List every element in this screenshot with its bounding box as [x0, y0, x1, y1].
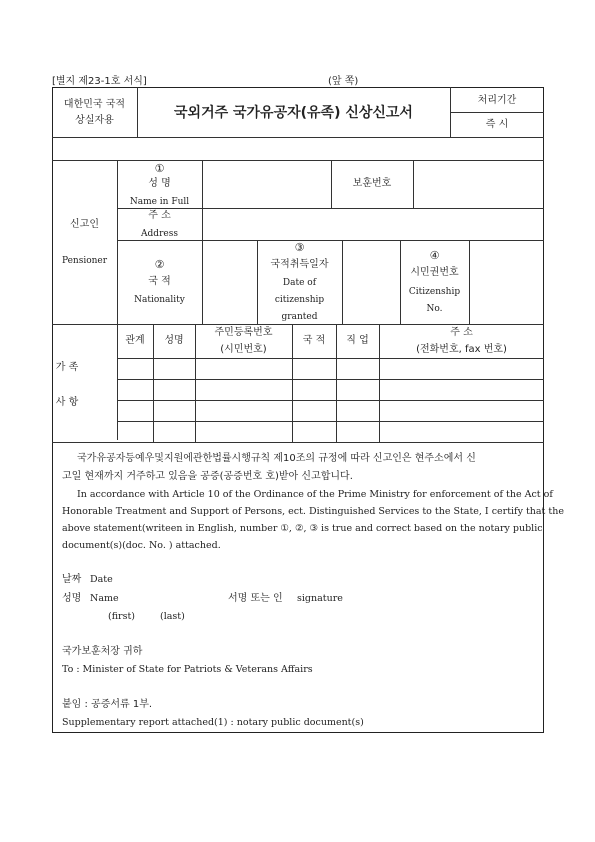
col-name: 성명	[164, 335, 184, 346]
col-occupation: 직 업	[346, 335, 369, 346]
title-row-divider	[52, 137, 544, 138]
addressee-ko: 국가보훈처장 귀하	[62, 646, 143, 657]
sign-label-en: signature	[297, 593, 343, 604]
family-col-divider-2	[195, 324, 196, 442]
processing-value: 즉 시	[485, 119, 509, 130]
sign-label-ko: 서명 또는 인	[228, 593, 283, 604]
family-label-2: 사 항	[55, 397, 79, 408]
first-name-label: (first)	[108, 611, 135, 622]
statement-ko-line2: 고일 현재까지 거주하고 있음을 공증(공증번호 호)받아 신고합니다.	[62, 471, 353, 482]
nat-label-divider	[202, 240, 203, 324]
name-sign-label-ko: 성명	[62, 593, 82, 604]
family-header-divider	[117, 358, 544, 359]
col-nationality: 국 적	[302, 335, 326, 346]
attachment-ko: 붙임 : 공증서류 1부.	[62, 699, 153, 710]
nationality-number: ②	[154, 258, 165, 271]
family-label-1: 가 족	[55, 362, 79, 373]
acq-label-divider	[342, 240, 343, 324]
col-relation: 관계	[125, 335, 145, 346]
name-label-ko: 성 명	[148, 178, 171, 189]
col-id-2: (시민번호)	[220, 344, 267, 355]
citizenship-label-ko: 시민권번호	[410, 267, 459, 278]
statement-en-line2: Honorable Treatment and Support of Persons, ect. Distinguished Services to the State, I certify that the	[62, 506, 564, 517]
pensioner-label-ko: 신고인	[70, 219, 99, 230]
name-label-divider	[202, 160, 203, 240]
col-address-2: (전화번호, fax 번호)	[416, 344, 507, 355]
attachment-en: Supplementary report attached(1) : notary public document(s)	[62, 717, 364, 728]
family-row-divider-1	[117, 379, 544, 380]
name-number: ①	[154, 162, 165, 175]
pensioner-bottom-divider	[52, 324, 544, 325]
usage-line1: 대한민국 국적	[63, 99, 126, 110]
acquisition-label-en2: citizenship	[274, 295, 325, 305]
statement-en-line3: above statement(writeen in English, number ①, ②, ③ is true and correct based on the notary public	[62, 523, 543, 534]
processing-label: 처리기간	[477, 95, 517, 106]
addressee-en: To : Minister of State for Patriots & Veterans Affairs	[62, 664, 313, 675]
acquisition-label-ko: 국적취득일자	[270, 259, 329, 270]
citizenship-label-en1: Citizenship	[408, 287, 461, 297]
family-col-divider-5	[379, 324, 380, 442]
cit-label-divider	[469, 240, 470, 324]
date-label-en: Date	[90, 574, 113, 585]
address-label-ko: 주 소	[148, 210, 171, 221]
family-row-divider-2	[117, 400, 544, 401]
col-id-1: 주민등록번호	[214, 327, 273, 338]
form-title: 국외거주 국가유공자(유족) 신상신고서	[174, 105, 413, 121]
usage-line2: 상실자용	[75, 115, 114, 126]
pensioner-label-en: Pensioner	[61, 256, 108, 266]
family-row-divider-3	[117, 421, 544, 422]
statement-en-line1: In accordance with Article 10 of the Ordinance of the Prime Ministry for enforcement of the Act of	[77, 489, 553, 500]
col-address-1: 주 소	[450, 327, 473, 338]
citizenship-number: ④	[429, 249, 440, 262]
acquisition-label-en1: Date of	[282, 278, 317, 288]
address-label-en: Address	[141, 229, 178, 239]
page-side: (앞 쪽)	[328, 76, 359, 87]
bohun-label-divider	[413, 160, 414, 208]
nationality-label-ko: 국 적	[148, 276, 171, 287]
form-number: [별지 제23-1호 서식]	[52, 76, 147, 87]
family-bottom-divider	[52, 442, 544, 443]
name-label-en: Name in Full	[129, 197, 190, 207]
processing-mid-divider	[450, 112, 544, 113]
bohun-label: 보훈번호	[352, 178, 392, 189]
blank-row-divider	[52, 160, 544, 161]
acquisition-label-en3: granted	[281, 312, 318, 322]
statement-ko-line1: 국가유공자등예우및지원에관한법률시행규칙 제10조의 규정에 따라 신고인은 현주소에서 신	[77, 453, 476, 464]
statement-en-line4: document(s)(doc. No. ) attached.	[62, 540, 221, 551]
citizenship-label-en2: No.	[426, 304, 443, 314]
acquisition-number: ③	[294, 241, 305, 254]
name-sign-label-en: Name	[90, 593, 119, 604]
last-name-label: (last)	[160, 611, 185, 622]
date-label-ko: 날짜	[62, 574, 82, 585]
nationality-label-en: Nationality	[134, 295, 185, 305]
